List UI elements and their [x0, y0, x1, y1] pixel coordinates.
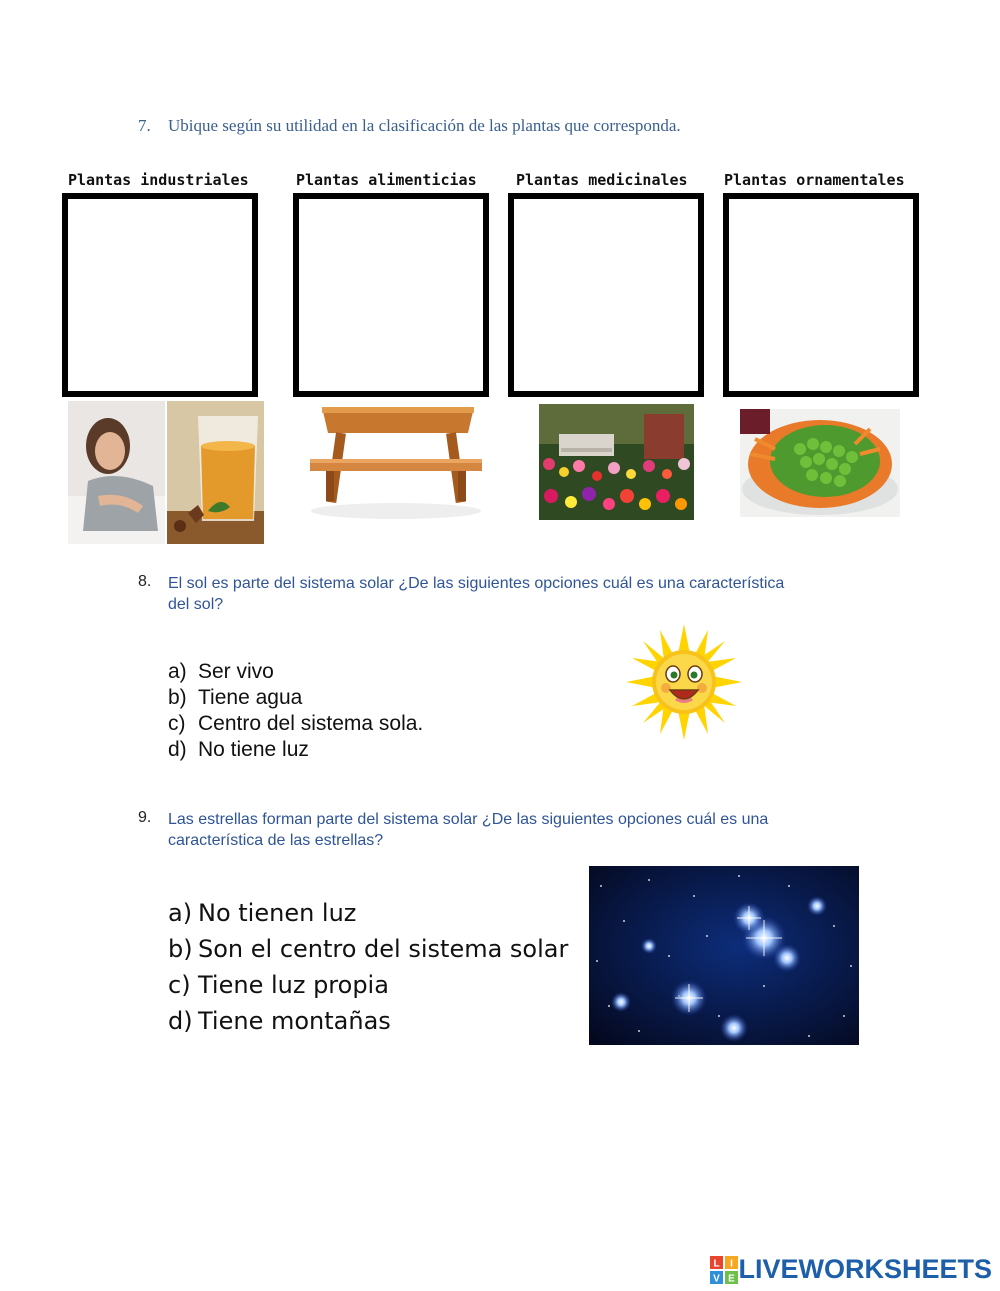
question-text: Ubique según su utilidad en la clasificación de las plantas que corresponda.: [168, 116, 681, 135]
option-text: No tienen luz: [198, 899, 357, 927]
question-number-9: 9.: [138, 809, 152, 826]
option-letter: b): [168, 935, 193, 963]
category-label-alimenticias: Plantas alimenticias: [296, 171, 477, 189]
option-c[interactable]: [168, 711, 423, 737]
question-8-text: [168, 573, 784, 615]
option-text: Tiene montañas: [198, 1007, 391, 1035]
option-letter: a): [168, 660, 187, 683]
option-letter: b): [168, 686, 187, 709]
category-label-ornamentales: Plantas ornamentales: [724, 171, 905, 189]
logo-letter: E: [728, 1273, 736, 1284]
question-8-line-2: del sol?: [168, 596, 224, 613]
question-9-text: [168, 809, 768, 851]
question-number-8: 8.: [138, 573, 152, 590]
draggable-image-wooden-table[interactable]: [296, 403, 496, 521]
option-text: Tiene luz propia: [198, 971, 389, 999]
drop-zone-ornamentales[interactable]: [723, 193, 919, 397]
option-c[interactable]: [168, 967, 568, 1003]
drop-zone-medicinales[interactable]: [508, 193, 704, 397]
logo-letter: I: [730, 1258, 734, 1269]
smiling-sun-image: [626, 624, 742, 740]
brand-name: LIVEWORKSHEETS: [738, 1254, 992, 1284]
draggable-image-medicinal-tea[interactable]: [68, 401, 264, 544]
question-9-line-1: Las estrellas forman parte del sistema solar ¿De las siguientes opciones cuál es una: [168, 811, 769, 828]
option-b[interactable]: [168, 931, 568, 967]
draggable-image-flower-garden[interactable]: [539, 404, 694, 520]
option-letter: c): [168, 712, 186, 735]
option-letter: d): [168, 1007, 193, 1035]
option-a[interactable]: [168, 895, 568, 931]
question-9-line-2: característica de las estrellas?: [168, 832, 384, 849]
option-d[interactable]: [168, 1003, 568, 1039]
option-text: Tiene agua: [198, 686, 303, 709]
option-b[interactable]: [168, 685, 423, 711]
liveworksheets-logo: [710, 1254, 992, 1285]
option-text: Ser vivo: [198, 660, 274, 683]
question-8-line-1: El sol es parte del sistema solar ¿De las siguientes opciones cuál es una característica: [168, 575, 785, 592]
question-number: 7.: [138, 116, 151, 135]
draggable-image-pea-salad[interactable]: [740, 409, 900, 517]
liveworksheets-logo-icon: [710, 1256, 738, 1284]
question-8-options: [168, 659, 423, 763]
category-label-industriales: Plantas industriales: [68, 171, 249, 189]
option-text: Centro del sistema sola.: [198, 712, 424, 735]
option-letter: d): [168, 738, 187, 761]
category-label-medicinales: Plantas medicinales: [516, 171, 688, 189]
option-a[interactable]: [168, 659, 423, 685]
logo-letter: L: [713, 1258, 721, 1269]
logo-letter: V: [713, 1273, 721, 1284]
question-9-options: [168, 895, 568, 1039]
question-7: [138, 116, 681, 136]
option-letter: a): [168, 899, 193, 927]
option-text: No tiene luz: [198, 738, 309, 761]
star-cluster-image: [589, 866, 859, 1045]
option-text: Son el centro del sistema solar: [198, 935, 569, 963]
drop-zone-alimenticias[interactable]: [293, 193, 489, 397]
option-letter: c): [168, 971, 191, 999]
option-d[interactable]: [168, 737, 423, 763]
drop-zone-industriales[interactable]: [62, 193, 258, 397]
